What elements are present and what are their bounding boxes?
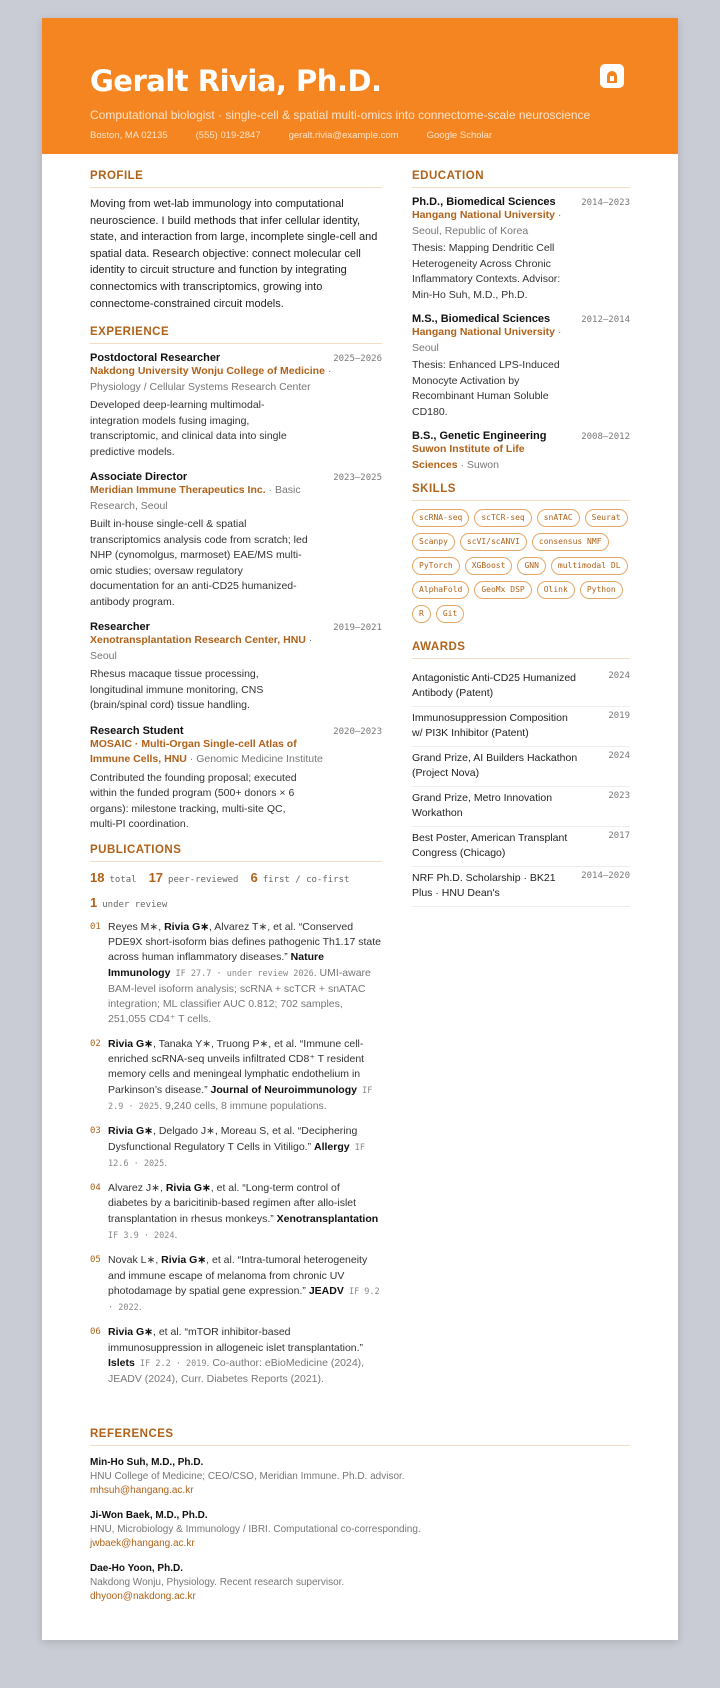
publication-authors-pre: Alvarez J∗, [108,1182,166,1195]
publication-note: . UMI-aware BAM-level isoform analysis; scRNA + scTCR + snATAC integration; ML classifier AUC 0.812; 702 samples, 251,055 CD4⁺ T cells. [108,966,371,1026]
experience-item [90,621,382,714]
publication-item [90,1325,382,1387]
reference-desc: HNU, Microbiology & Immunology / IBRI. Computational co-corresponding. [90,1524,421,1535]
publication-self-author: Rivia G∗ [165,1182,211,1195]
stat-first-label: first / co-first [262,874,350,885]
experience-dept: · Physiology / Cellular Systems Research Center [90,365,332,393]
publication-number: 03 [90,1126,101,1137]
skill-list [412,509,630,623]
experience-role: Associate Director [90,471,188,484]
reference-item [90,1562,630,1604]
publication-citation [108,1037,382,1115]
experience-header [90,725,382,737]
reference-email-link[interactable]: dhyoon@nakdong.ac.kr [90,1591,196,1602]
skill-chip: Git [436,605,464,623]
award-text: Best Poster, American Transplant Congress (Chicago) [412,832,568,859]
contact-scholar-link[interactable]: Google Scholar [426,130,493,141]
right-column [412,170,630,907]
award-text: NRF Ph.D. Scholarship · BK21 Plus · HNU Dean's [412,872,556,899]
education-degree: M.S., Biomedical Sciences [412,313,551,325]
experience-org-line [90,633,334,664]
reference-list [90,1456,630,1604]
experience-date: 2019–2021 [333,623,382,634]
publication-authors-pre: Novak L∗, [108,1254,162,1267]
candidate-name: Geralt Rivia, Ph.D. [90,64,382,98]
award-list [412,667,630,907]
publication-note: . [164,1156,168,1169]
publication-item [90,1181,382,1244]
publication-journal: Allergy [314,1140,350,1153]
section-title-education: EDUCATION [412,170,630,188]
skill-chip: Scanpy [412,533,455,551]
experience-date: 2020–2023 [333,726,382,737]
section-title-experience: EXPERIENCE [90,326,382,344]
skill-chip: consensus NMF [532,533,609,551]
reference-name: Dae-Ho Yoon, Ph.D. [90,1563,183,1574]
education-date: 2012–2014 [581,315,630,325]
experience-item [90,471,382,610]
experience-role: Researcher [90,621,150,634]
education-place: · Suwon [457,458,499,471]
publication-meta: IF 2.2 · 2019 [134,1359,207,1370]
award-item [412,667,630,707]
experience-desc: Rhesus macaque tissue processing, longitudinal immune monitoring, CNS (brain/spinal cord) tissue handling. [90,668,264,712]
experience-org: Xenotransplantation Research Center, HNU [90,634,306,647]
award-date: 2024 [608,671,630,681]
skill-chip: scRNA-seq [412,509,469,527]
references-section [90,1428,630,1615]
publication-self-author: Rivia G∗ [108,1125,153,1138]
education-degree: Ph.D., Biomedical Sciences [412,196,556,208]
tagline: Computational biologist · single-cell & spatial multi-omics into connectome-scale neuroscience [90,108,591,122]
education-desc: Thesis: Mapping Dendritic Cell Heterogeneity Across Chronic Inflammatory Contexts. Advisor: Min-Ho Suh, M.D., Ph.D. [412,242,561,301]
publication-note: . [138,1301,142,1314]
section-title-publications: PUBLICATIONS [90,844,382,862]
publication-meta: IF 3.9 · 2024 [108,1231,175,1241]
education-header [412,196,630,208]
experience-dept: · Seoul [90,634,313,662]
publication-list [90,920,382,1388]
publication-journal: Islets [108,1357,135,1370]
experience-date: 2025–2026 [333,354,382,365]
reference-desc: Nakdong Wonju, Physiology. Recent research supervisor. [90,1577,345,1588]
skill-chip: PyTorch [412,557,460,575]
publication-title: , et al. “Intra-tumoral heterogeneity and immune escape of melanoma from chronic UV photodamage by spatial gene expression.” [108,1254,368,1297]
publication-self-author: Rivia G∗ [108,1326,153,1339]
publication-journal: Nature Immunology [108,951,324,979]
award-date: 2024 [608,751,630,761]
contact-row [90,130,630,141]
publication-title: , Tanaka Y∗, Truong P∗, et al. “Immune cell-enriched scRNA-seq unveils infiltrated CD8⁺ T resident memory cells and meningeal lymphatic endothelium in Parkinson’s disease.” [108,1037,365,1096]
education-org: Hangang National University [412,209,555,221]
education-item [412,430,630,473]
reference-name: Ji-Won Baek, M.D., Ph.D. [90,1510,208,1521]
publication-note: . 9,240 cells, 8 immune populations. [159,1099,327,1112]
publication-citation [108,1181,382,1244]
experience-org-line [90,364,334,395]
header-banner [42,18,678,154]
education-degree: B.S., Genetic Engineering [412,430,547,442]
publication-item [90,1253,382,1316]
publication-number: 04 [90,1183,101,1194]
section-title-profile: PROFILE [90,170,382,188]
publication-note: . [174,1229,178,1241]
experience-dept: · Genomic Medicine Institute [186,753,323,766]
publication-meta: IF 9.2 · 2022 [108,1286,380,1314]
experience-list [90,352,382,833]
award-item [412,787,630,827]
reference-email-link[interactable]: jwbaek@hangang.ac.kr [90,1538,195,1549]
publication-note: . Co-author: eBioMedicine (2024), JEADV (2024), Curr. Diabetes Reports (2021). [108,1357,365,1386]
education-item [412,313,630,420]
skill-chip: XGBoost [465,557,513,575]
publication-self-author: Rivia G∗ [161,1254,207,1267]
skill-chip: scVI/scANVI [460,533,527,551]
skill-chip: GeoMx DSP [474,581,531,599]
publication-self-author: Rivia G∗ [164,920,210,933]
award-date: 2017 [608,831,630,841]
home-icon [600,64,624,88]
experience-org: Nakdong University Wonju College of Medicine [90,365,325,378]
education-date: 2008–2012 [581,432,630,442]
resume-page [42,18,678,1640]
reference-email-link[interactable]: mhsuh@hangang.ac.kr [90,1485,194,1496]
education-place: · Seoul, Republic of Korea [412,209,562,237]
publication-title: , et al. “Long-term control of diabetes by a baricitinib-based regimen after allo-islet transplantation in rhesus monkeys.” [108,1182,357,1225]
education-header [412,313,630,325]
publication-number: 06 [90,1327,101,1338]
publication-item [90,920,382,1028]
skill-chip: R [412,605,431,623]
education-date: 2014–2023 [581,198,630,208]
award-item [412,707,630,747]
skill-chip: Python [580,581,623,599]
profile-text: Moving from wet-lab immunology into computational neuroscience. I build methods that infer cellular identity, state, and interaction from large, incomplete single-cell and spatial data. Research objective: connect molecular cell identity to circuit structure and function by integrating connectomics with transcriptomics, growing into connectome-constrained circuit models. [90,198,378,310]
stat-review-label: under review [102,899,168,910]
contact-location: Boston, MA 02135 [90,130,168,141]
skill-chip: AlphaFold [412,581,469,599]
publication-citation [108,1124,382,1172]
education-list [412,196,630,473]
section-title-references: REFERENCES [90,1428,630,1446]
education-org: Suwon Institute of Life Sciences [412,443,525,471]
experience-dept: · Basic Research, Seoul [90,484,301,512]
skill-chip: snATAC [537,509,580,527]
education-org-line [412,325,562,356]
left-column [90,170,382,1397]
education-item [412,196,630,303]
award-item [412,867,630,907]
education-header [412,430,630,442]
stat-total-count: 18 [90,869,105,885]
experience-item [90,352,382,460]
stat-first-count: 6 [250,869,258,885]
publication-title: , Delgado J∗, Moreau S, et al. “Deciphering Dysfunctional Regulatory T Cells in Vitiligo.” [108,1125,358,1153]
experience-org: Meridian Immune Therapeutics Inc. [90,484,266,497]
publication-journal: Journal of Neuroimmunology [210,1083,357,1096]
education-place: · Seoul [412,326,562,354]
experience-item [90,725,382,833]
experience-header [90,471,382,483]
experience-desc: Contributed the founding proposal; executed within the funded program (500+ donors × 6 organs): milestone tracking, multi-site QC, multi-PI coordination. [90,771,297,831]
education-org: Hangang National University [412,326,555,338]
skill-chip: GNN [517,557,545,575]
award-item [412,747,630,787]
experience-header [90,621,382,633]
publication-citation [108,1325,382,1387]
publication-self-author: Rivia G∗ [108,1037,153,1050]
publication-item [90,1037,382,1115]
skill-chip: Seurat [585,509,628,527]
stat-total-label: total [109,874,137,885]
publication-authors-pre: Reyes M∗, [108,920,165,933]
award-item [412,827,630,867]
award-text: Grand Prize, Metro Innovation Workathon [412,792,553,819]
publication-number: 05 [90,1255,101,1266]
reference-desc: HNU College of Medicine; CEO/CSO, Meridian Immune. Ph.D. advisor. [90,1471,405,1482]
publication-journal: Xenotransplantation [276,1212,379,1225]
experience-desc: Developed deep-learning multimodal-integration models fusing imaging, transcriptomic, and clinical data into single predictive models. [90,399,287,458]
publication-stats [90,870,382,910]
publication-title: , et al. “mTOR inhibitor-based immunosuppression in allogeneic islet transplantation.” [108,1326,364,1354]
publication-number: 02 [90,1038,101,1049]
section-title-skills: SKILLS [412,483,630,501]
contact-email[interactable]: geralt.rivia@example.com [288,130,399,141]
experience-role: Research Student [90,724,184,737]
section-title-awards: AWARDS [412,641,630,659]
publication-meta: IF 2.9 · 2025 [108,1085,373,1112]
education-org-line [412,208,562,239]
reference-name: Min-Ho Suh, M.D., Ph.D. [90,1457,204,1468]
experience-header [90,352,382,364]
experience-date: 2023–2025 [333,473,382,484]
stat-peer-count: 17 [148,869,164,885]
publication-citation [108,920,382,1028]
award-date: 2014–2020 [581,871,630,881]
award-text: Grand Prize, AI Builders Hackathon (Project Nova) [412,752,578,779]
publication-title: , Alvarez T∗, et al. “Conserved PDE9X short-isoform bias defines pathogenic Th1.17 state across human inflammatory diseases.” [108,920,381,964]
experience-org-line [90,483,334,514]
publication-citation [108,1253,382,1316]
reference-item [90,1509,630,1551]
award-text: Immunosuppression Composition w/ PI3K Inhibitor (Patent) [412,712,568,739]
skill-chip: Olink [537,581,575,599]
publication-item [90,1124,382,1172]
stat-review-count: 1 [90,894,98,910]
stat-peer-label: peer-reviewed [168,874,239,885]
education-org-line [412,442,562,473]
experience-role: Postdoctoral Researcher [90,352,221,365]
publication-meta: IF 27.7 · under review 2026 [170,968,314,979]
award-date: 2019 [608,711,630,721]
skill-chip: multimodal DL [551,557,628,575]
reference-item [90,1456,630,1498]
publication-number: 01 [90,921,101,932]
education-desc: Thesis: Enhanced LPS-Induced Monocyte Activation by Recombinant Human Soluble CD180. [412,359,560,418]
publication-meta: IF 12.6 · 2025 [108,1142,365,1169]
experience-org: MOSAIC · Multi-Organ Single-cell Atlas of Immune Cells, HNU [90,737,297,766]
experience-desc: Built in-house single-cell & spatial transcriptomics analysis code from scratch; led NHP (cynomolgus, marmoset) EAE/MS multi-omic studies; oversaw regulatory documentation for an anti-CD25 humanized-antibody program. [90,518,308,608]
skill-chip: scTCR-seq [474,509,531,527]
award-date: 2023 [608,791,630,801]
award-text: Antagonistic Anti-CD25 Humanized Antibody (Patent) [412,672,577,699]
experience-org-line [90,737,334,768]
publication-journal: JEADV [308,1284,344,1297]
contact-phone[interactable]: (555) 019-2847 [195,130,261,141]
